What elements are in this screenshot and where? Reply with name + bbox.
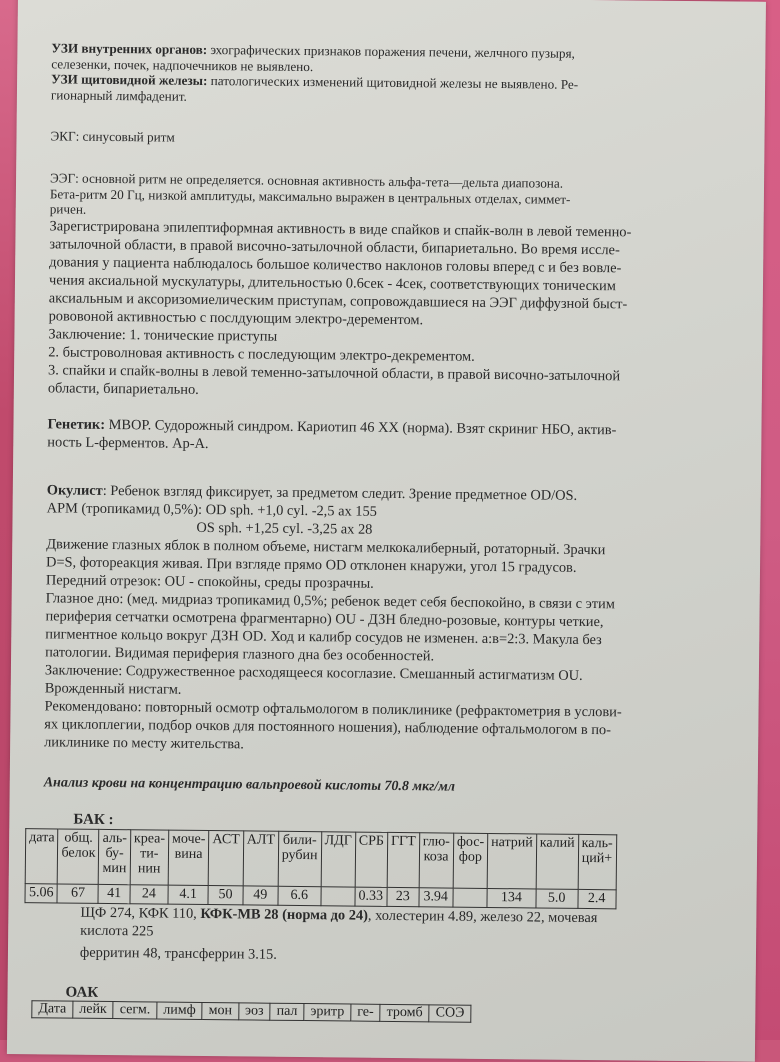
bak-extra-line-1	[24, 903, 732, 946]
bak-header-cell: каль- ций+	[578, 834, 617, 889]
bak-extra-post: , холестерин 4.89, железо 22, мочевая кислота 225	[80, 907, 598, 940]
oak-header-cell: Дата	[32, 1001, 73, 1018]
oak-header-row	[32, 1001, 471, 1023]
bak-header-cell: аль- бу- мин	[99, 829, 131, 884]
oak-header-cell: лимф	[157, 1002, 203, 1019]
bak-value-cell	[321, 887, 355, 906]
oculist-body: Движение глазных яблок в полном объеме, нистагм мелкокалиберный, ротаторный. Зрачки D=S, фотореакция живая. При взгляде прямо OD отклонен кнаружи, угол 15 градусов. Передний отрезок: OU - спокойны, среды прозрачны. Глазное дно: (мед. мидриаз тропикамид 0,5%; ребенок ведет себя беспокойно, в связи с этим периферия сетчатки осмотрена фрагментарно) OU - ДЗН бледно-розовые, контуры четкие, пигментное кольцо вокруг ДЗН OD. Ход и калибр сосудов не изменен. a:в=2:3. Макула без патологии. Видимая периферия глазного дна без особенностей. Заключение: Содружественное расходящееся косоглазие. Смешанный астигматизм OU. Врожденный нистагм. Рекомендовано: повторный осмотр офтальмологом в поликлинике (рефрактометрия в услови- ях циклоплегии, подбор очков для постоянного ношения), наблюдение офтальмологом в по- ликлинике по месту жительства.	[44, 536, 622, 753]
oak-table	[31, 1000, 471, 1023]
bak-value-cell: 50	[208, 885, 243, 904]
oculist-intro-text: : Ребенок взгляд фиксирует, за предметом следит. Зрение предметное OD/OS.	[102, 482, 578, 504]
oak-header-cell: эритр	[304, 1004, 351, 1021]
oak-header-cell: сегм.	[113, 1002, 157, 1019]
bak-header-cell: ЛДГ	[321, 832, 356, 887]
bak-value-cell: 134	[487, 888, 536, 907]
bak-section	[24, 812, 734, 968]
uzi-internal-text: эхографических признаков поражения печени, желчного пузыря, селезенки, почек, надпочечников не выявлено.	[51, 41, 575, 74]
oculist-section	[44, 481, 737, 758]
bak-header-cell: ГГТ	[387, 832, 419, 887]
document-sheet	[7, 0, 766, 1062]
bak-value-cell	[453, 888, 487, 907]
oculist-arm-od: АРМ (тропикамид 0,5%): OD sph. +1,0 cyl. -2,5 ax 155	[46, 500, 377, 520]
bak-value-cell: 2.4	[578, 889, 616, 908]
uzi-thyroid-label: УЗИ щитовидной железы:	[51, 71, 208, 89]
oak-section	[31, 985, 731, 1026]
bak-header-cell: глю- коза	[419, 833, 454, 888]
bak-header-cell: общ. белок	[58, 829, 100, 884]
bak-value-cell: 41	[98, 884, 130, 903]
bak-header-cell: СРБ	[355, 832, 388, 887]
genetic-text: МВОР. Судорожный синдром. Кариотип 46 XX (норма). Взят скриниг НБО, актив- ность L-ферментов. Ар-А.	[47, 416, 617, 452]
valproate-line: Анализ крови на концентрацию вальпроевой кислоты 70.8 мкг/мл	[43, 775, 456, 795]
uzi-thyroid-paragraph	[51, 72, 741, 110]
bak-header-cell: фос- фор	[453, 833, 488, 888]
oak-header-cell: тромб	[380, 1004, 429, 1022]
bak-extra-pre: ЩФ 274, КФК 110,	[80, 904, 201, 922]
bak-header-cell: били- рубин	[278, 831, 321, 886]
uzi-internal-label: УЗИ внутренних органов:	[51, 40, 208, 57]
bak-value-cell: 6.6	[278, 886, 321, 905]
genetic-paragraph	[47, 415, 737, 458]
genetic-label: Генетик:	[47, 416, 106, 433]
bak-header-cell: АЛТ	[243, 831, 279, 886]
bak-value-cell: 24	[130, 885, 168, 904]
oak-header-cell: эоз	[238, 1003, 270, 1020]
bak-header-cell: моче- вина	[168, 830, 209, 885]
ekg-line: ЭКГ: синусовый ритм	[50, 128, 175, 146]
bak-table	[24, 828, 616, 909]
bak-header-row	[25, 829, 616, 890]
bak-header-cell: АСТ	[208, 830, 243, 885]
oak-header-cell: СОЭ	[429, 1005, 471, 1022]
bak-header-cell: дата	[25, 829, 58, 884]
bak-header-cell: калий	[536, 834, 578, 889]
eeg-paragraph-1: ЭЭГ: основной ритм не определяется. основная активность альфа-тета—дельта диапозона. Бета-ритм 20 Гц, низкой амплитуды, максимально выражен в центральных отделах, симмет- ричен.	[49, 170, 571, 217]
oak-header-cell: лейк	[73, 1001, 114, 1018]
eeg-conclusion: Заключение: 1. тонические приступы 2. быстроволновая активность с последующим электро-декрементом. 3. спайки и спайк-волны в левой теменно-затылочной области, в правой височно-затылочной области, бипариетально.	[47, 326, 621, 398]
bak-value-cell: 3.94	[419, 888, 453, 907]
bak-header-cell: креа- ти- нин	[130, 830, 169, 885]
bak-value-cell: 4.1	[168, 885, 209, 904]
oak-header-cell: мон	[202, 1003, 239, 1020]
bak-value-cell: 5.0	[536, 889, 578, 908]
oak-header-cell: пал	[270, 1003, 304, 1020]
bak-header-cell: натрий	[487, 833, 536, 889]
oak-header-cell: ге-	[351, 1004, 381, 1021]
bak-value-cell: 67	[57, 884, 98, 903]
bak-value-cell: 49	[243, 886, 278, 905]
oak-title: ОАК	[65, 984, 99, 1001]
bak-value-cell: 5.06	[25, 884, 58, 903]
oculist-arm-os: OS sph. +1,25 cyl. -3,25 ax 28	[196, 519, 373, 538]
document-content	[28, 40, 741, 1025]
uzi-thyroid-text: патологических изменений щитовидной железы не выявлено. Ре- гионарный лимфаденит.	[50, 73, 579, 104]
bak-title: БАК :	[73, 811, 114, 829]
bak-extra-bold: КФК-МВ 28 (норма до 24)	[200, 905, 369, 924]
oculist-label: Окулист	[46, 482, 103, 499]
eeg-paragraph-2: Зарегистрирована эпилептиформная активность в виде спайков и спайк-волн в левой теменно- затылочной области, в правой височно-затылочной области, бипариетально. Во время иссле- дования у пациента наблюдалось большое количество наклонов головы вперед с и без вовле- чения аксиальной мускулатуры, длительностью 0.6сек - 4сек, соответствующих тоническим аксиальным и аксоризомиелическим приступам, сопровождавшиеся на ЭЭГ диффузной быст- рововоной активностью с поcлдующим электро-дерементом.	[48, 218, 632, 329]
bak-value-cell: 23	[387, 887, 419, 906]
bak-value-cell: 0.33	[355, 887, 387, 906]
bak-extra-line-2: ферритин 48, трансферрин 3.15.	[79, 944, 277, 963]
